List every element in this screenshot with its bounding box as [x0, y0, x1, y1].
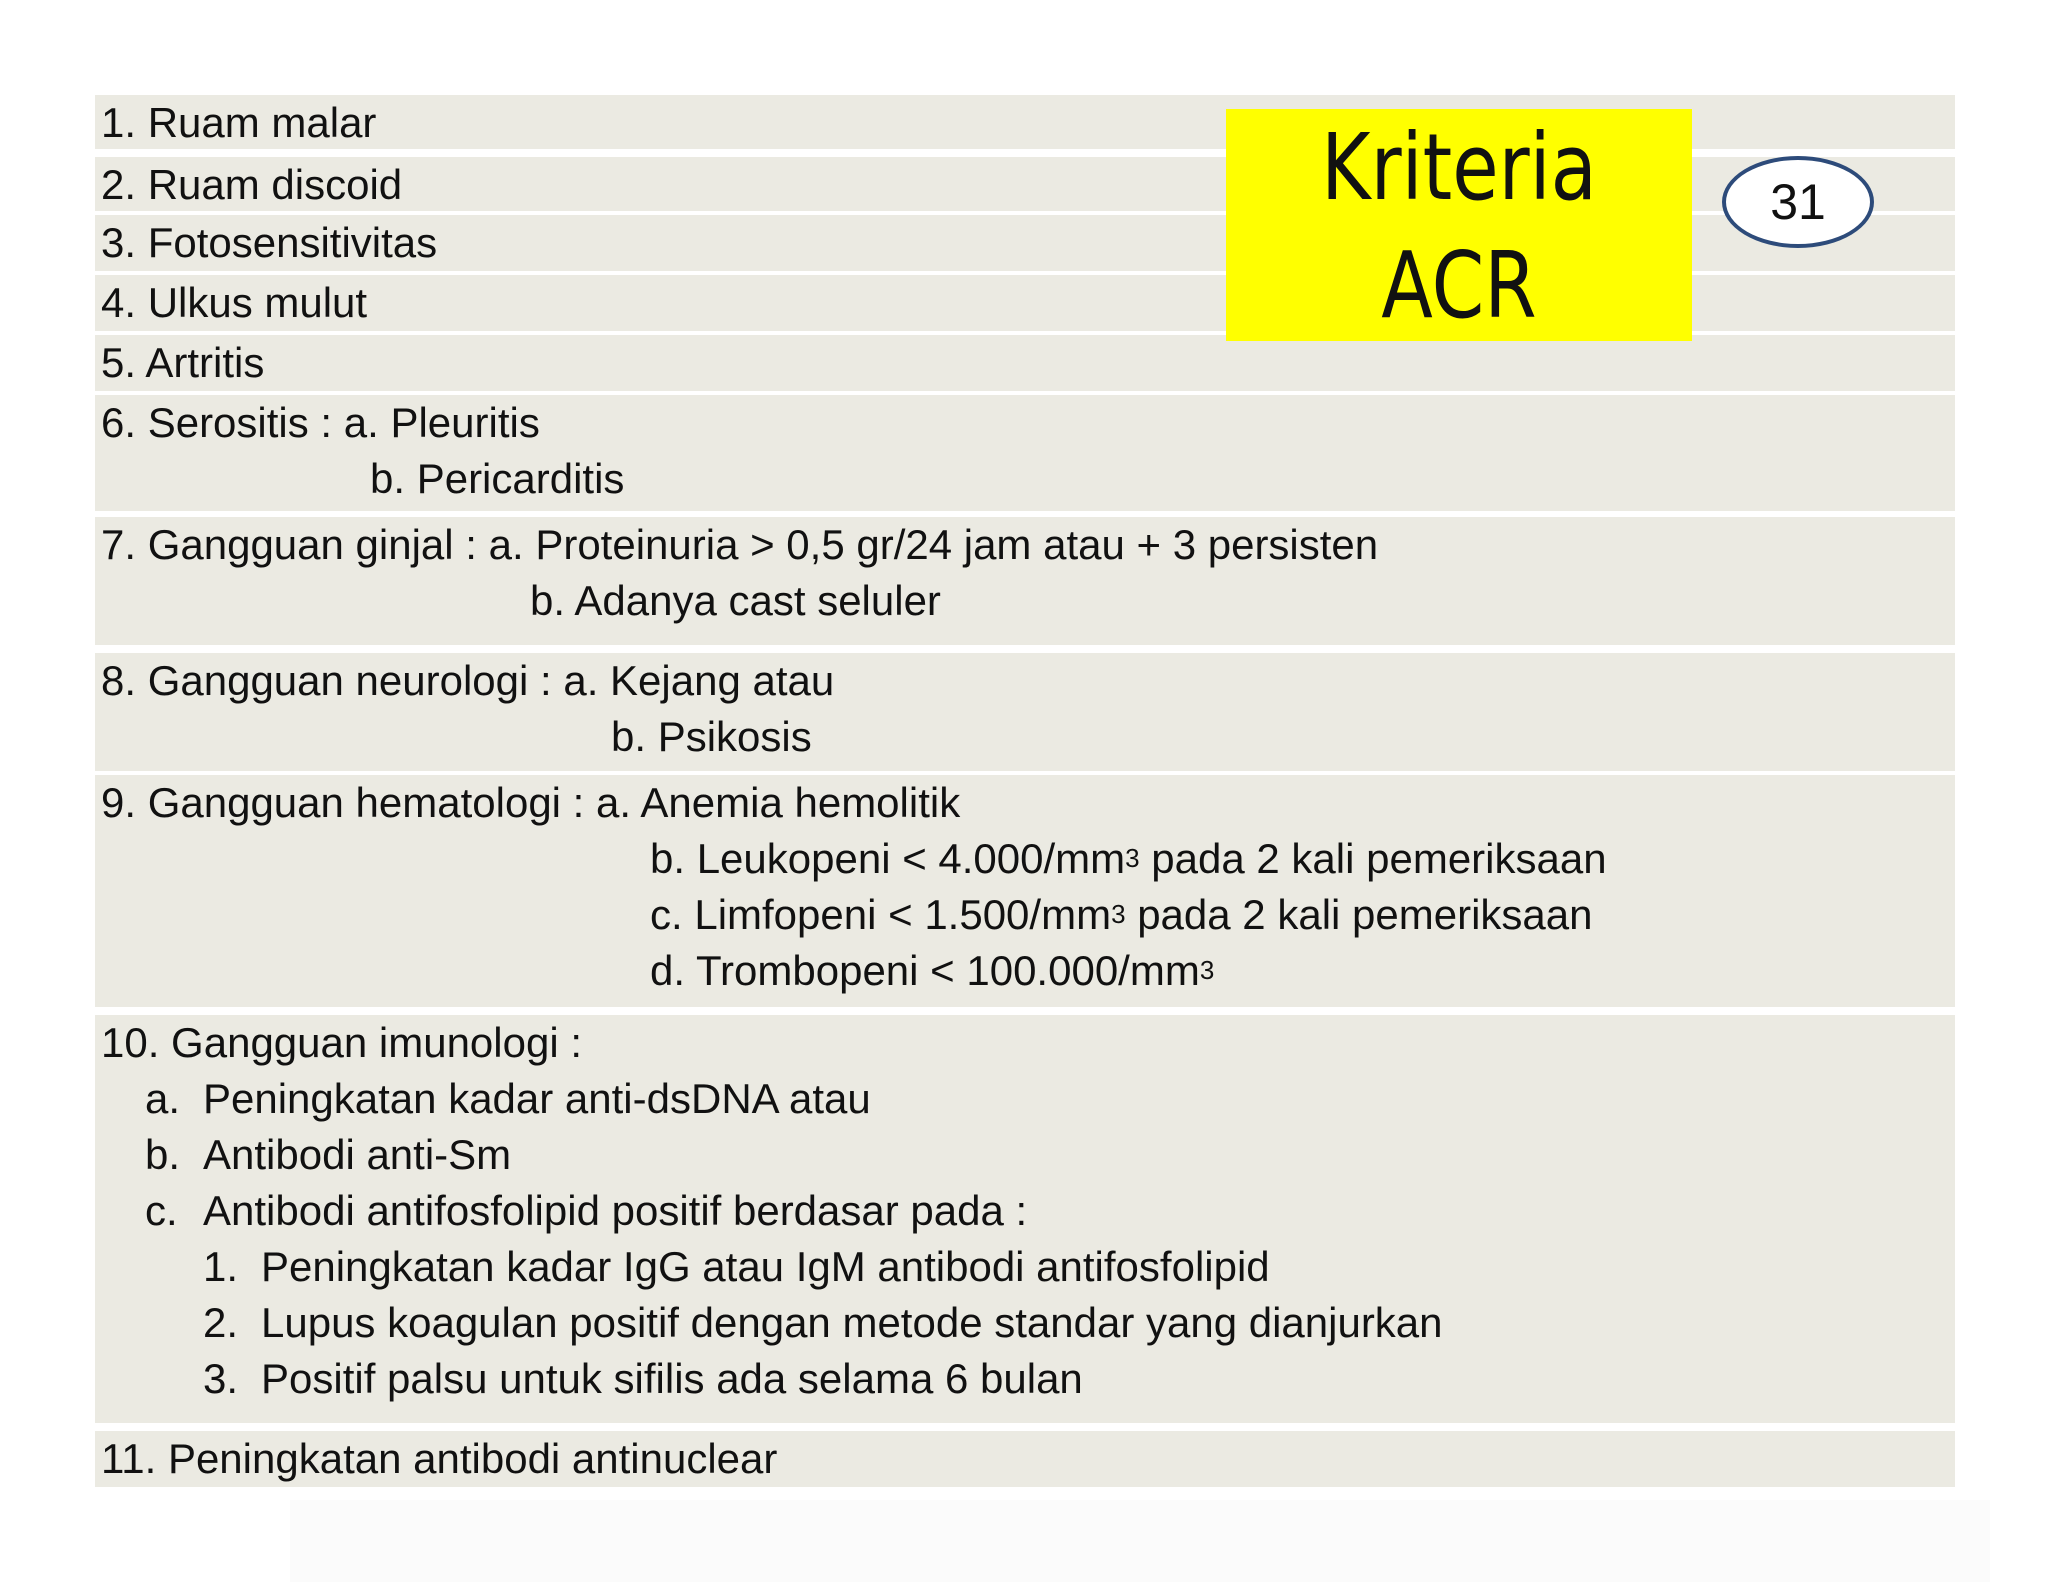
criteria-subitem-marker: b. — [145, 1131, 181, 1178]
criteria-text: 5. Artritis — [101, 339, 265, 386]
criteria-subitem — [650, 887, 1592, 948]
title-line: ACR — [1381, 232, 1537, 339]
criteria-row — [95, 395, 1955, 511]
criteria-subitem — [650, 943, 1214, 1004]
criteria-row — [95, 775, 1955, 1007]
criteria-subitem: Peningkatan kadar IgG atau IgM antibodi antifosfolipid — [261, 1243, 1270, 1290]
criteria-text: 7. Gangguan ginjal : a. Proteinuria > 0,5 gr/24 jam atau + 3 persisten — [101, 521, 1379, 568]
superscript: 3 — [1199, 955, 1215, 985]
criteria-row — [95, 1015, 1955, 1423]
criteria-subitem-marker: 1. — [203, 1243, 239, 1290]
criteria-subitem-marker: 3. — [203, 1355, 239, 1402]
criteria-row — [95, 517, 1955, 645]
criteria-subitem: Positif palsu untuk sifilis ada selama 6 bulan — [261, 1355, 1083, 1402]
superscript: 3 — [1111, 899, 1126, 929]
criteria-subitem: Antibodi anti-Sm — [203, 1131, 512, 1178]
criteria-text: 3. Fotosensitivitas — [101, 219, 438, 266]
criteria-text: 11. Peningkatan antibodi antinuclear — [101, 1435, 778, 1482]
criteria-subitem-marker: a. — [145, 1075, 181, 1122]
criteria-text: 2. Ruam discoid — [101, 161, 403, 208]
criteria-subitem: Peningkatan kadar anti-dsDNA atau — [203, 1075, 871, 1122]
superscript: 3 — [1125, 843, 1140, 873]
criteria-subitem-text: d. Trombopeni < 100.000/mm — [650, 947, 1200, 994]
criteria-row — [95, 653, 1955, 771]
criteria-text: 4. Ulkus mulut — [101, 279, 368, 326]
criteria-text: 8. Gangguan neurologi : a. Kejang atau — [101, 657, 835, 704]
criteria-text: 1. Ruam malar — [101, 99, 377, 146]
criteria-subitem: Antibodi antifosfolipid positif berdasar pada : — [203, 1187, 1028, 1234]
criteria-subitem — [650, 831, 1607, 892]
criteria-text: 10. Gangguan imunologi : — [101, 1019, 583, 1066]
criteria-subitem: b. Pericarditis — [370, 455, 625, 502]
slide-number-badge: 31 — [1722, 156, 1874, 248]
criteria-row — [95, 1431, 1955, 1487]
criteria-subitem: b. Adanya cast seluler — [530, 577, 941, 624]
criteria-subitem-text: b. Leukopeni < 4.000/mm — [650, 835, 1126, 882]
criteria-subitem-marker: 2. — [203, 1299, 239, 1346]
criteria-subitem-text: c. Limfopeni < 1.500/mm — [650, 891, 1112, 938]
criteria-subitem: b. Psikosis — [611, 713, 812, 760]
title-line: Kriteria — [1321, 114, 1597, 221]
criteria-subitem: Lupus koagulan positif dengan metode standar yang dianjurkan — [261, 1299, 1443, 1346]
criteria-row — [95, 335, 1955, 391]
criteria-subitem-text: pada 2 kali pemeriksaan — [1151, 835, 1607, 882]
criteria-text: 9. Gangguan hematologi : a. Anemia hemolitik — [101, 779, 961, 826]
slide-bottom-shade — [290, 1500, 1990, 1582]
criteria-subitem-text: pada 2 kali pemeriksaan — [1137, 891, 1593, 938]
criteria-text: 6. Serositis : a. Pleuritis — [101, 399, 540, 446]
title-box — [1226, 109, 1692, 341]
criteria-subitem-marker: c. — [145, 1187, 178, 1234]
